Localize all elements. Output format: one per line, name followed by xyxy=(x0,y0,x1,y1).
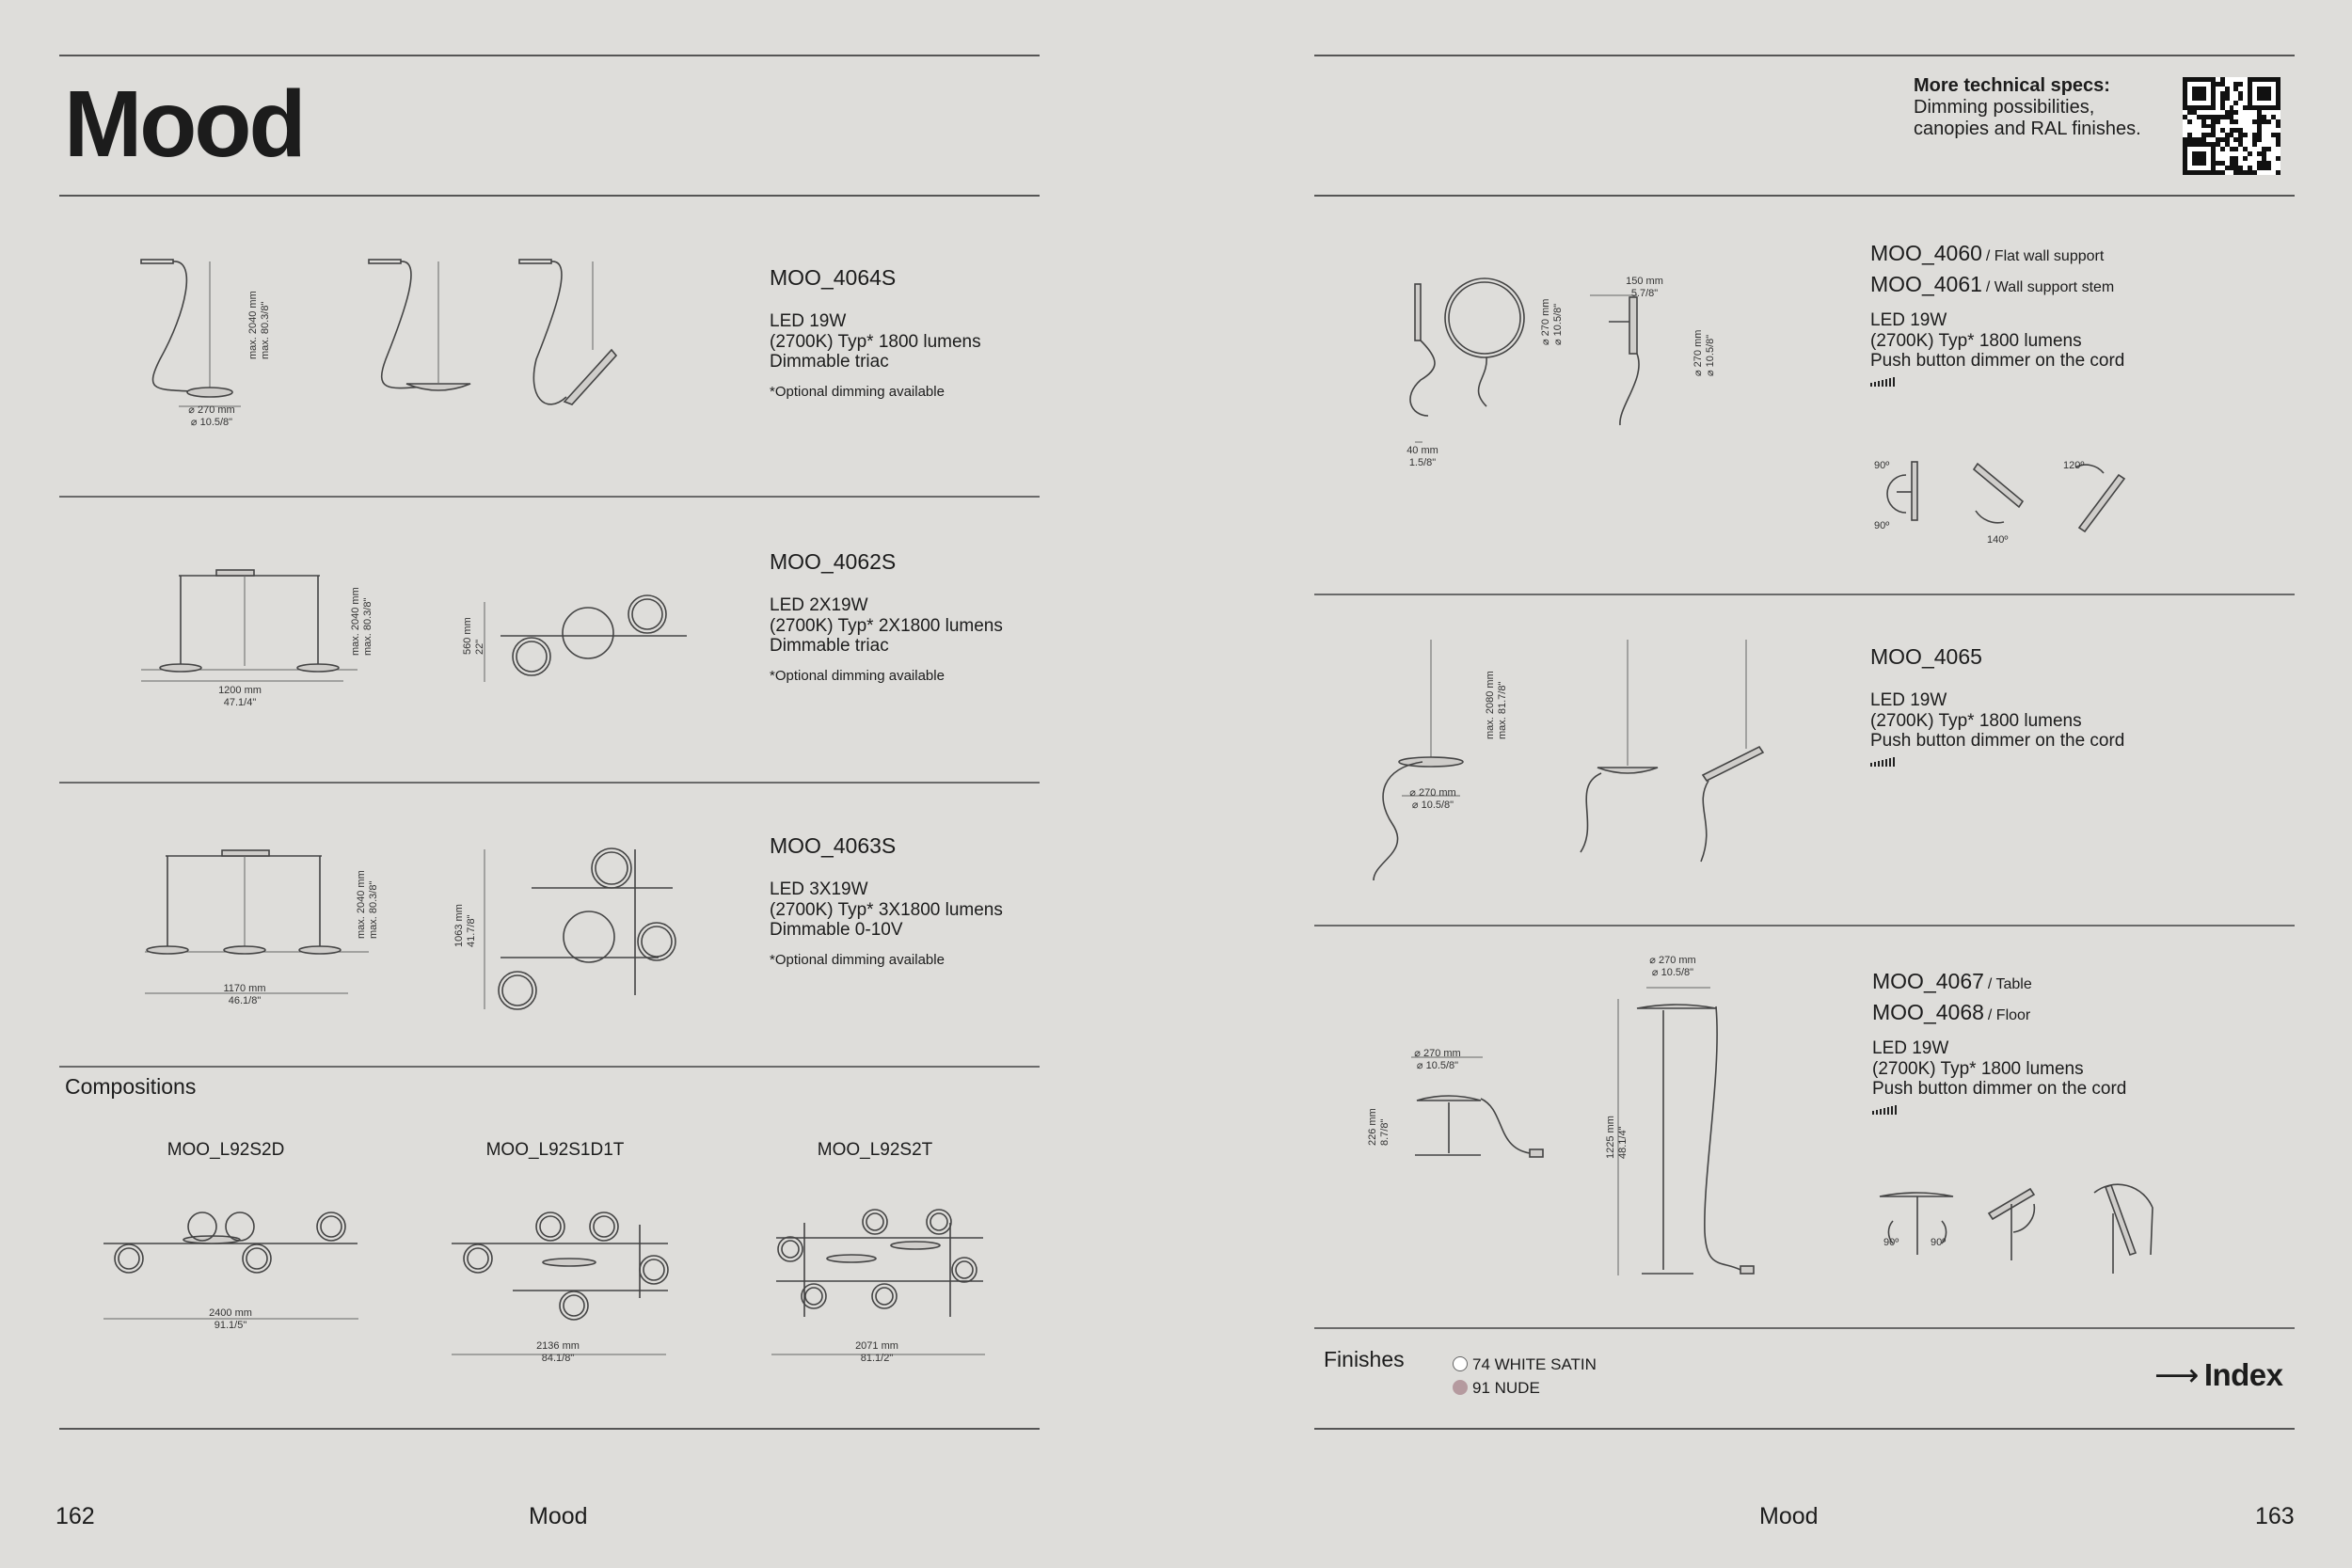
bottom-rule-right xyxy=(1314,1428,2295,1430)
product-note: *Optional dimming available xyxy=(770,951,945,968)
product-note: *Optional dimming available xyxy=(770,667,945,684)
product-spec: LED 3X19W (2700K) Typ* 3X1800 lumens Dimmable 0-10V xyxy=(770,879,1003,940)
drawing-moo-4065 xyxy=(1355,636,1788,899)
rule-title-right xyxy=(1314,195,2295,197)
finishes-label: Finishes xyxy=(1324,1347,1405,1371)
product-code: MOO_4067 / Table xyxy=(1872,969,2032,993)
dim-width-comp-2: 2136 mm 84.1/8" xyxy=(536,1340,580,1364)
product-code: MOO_4060 / Flat wall support xyxy=(1870,241,2105,265)
product-code: MOO_4065 xyxy=(1870,644,1982,669)
composition-code-1: MOO_L92S2D xyxy=(167,1140,285,1160)
dim-width-4063s: 1170 mm 46.1/8" xyxy=(223,983,266,1006)
dimmer-icon xyxy=(1870,377,1895,387)
dim-diam-4068: ⌀ 270 mm ⌀ 10.5/8" xyxy=(1649,955,1696,978)
angle-140: 140º xyxy=(1987,534,2009,546)
index-link[interactable]: ⟶ Index xyxy=(2154,1357,2283,1392)
dim-width-comp-1: 2400 mm 91.1/5" xyxy=(209,1307,252,1331)
dim-diam-4065: ⌀ 270 mm ⌀ 10.5/8" xyxy=(1409,787,1456,811)
drawing-moo-4067 xyxy=(1364,988,1778,1289)
swatch-nude xyxy=(1453,1380,1468,1395)
product-moo-4062s xyxy=(770,549,1003,684)
product-note: *Optional dimming available xyxy=(770,383,945,400)
angle-90-right: 90º xyxy=(1931,1237,1947,1248)
dim-diam-4061: ⌀ 270 mm ⌀ 10.5/8" xyxy=(1692,329,1716,376)
finish-white-satin: 74 WHITE SATIN xyxy=(1453,1353,1597,1376)
dim-diam-4060: ⌀ 270 mm ⌀ 10.5/8" xyxy=(1540,298,1564,345)
rule-3-right xyxy=(1314,1327,2295,1329)
product-spec: LED 19W (2700K) Typ* 1800 lumens Push button dimmer on the cord xyxy=(1870,310,2125,371)
dim-height-4063s: max. 2040 mm max. 80.3/8" xyxy=(356,870,379,939)
rule-title-left xyxy=(59,195,1040,197)
dim-width-comp-3: 2071 mm 81.1/2" xyxy=(855,1340,898,1364)
top-rule-right xyxy=(1314,55,2295,56)
product-code-2: MOO_4061 / Wall support stem xyxy=(1870,272,2115,296)
dim-diam-4064s: ⌀ 270 mm ⌀ 10.5/8" xyxy=(188,404,235,428)
dim-height-4067: 226 mm 8.7/8" xyxy=(1367,1108,1391,1146)
dim-depth-4060: 40 mm 1.5/8" xyxy=(1406,445,1438,468)
dim-width-4060: 150 mm 5.7/8" xyxy=(1626,276,1663,299)
angle-90-left: 90º xyxy=(1883,1237,1899,1248)
section-name-right: Mood xyxy=(1759,1503,1819,1529)
dim-height-4064s: max. 2040 mm max. 80.3/8" xyxy=(247,291,271,359)
dim-front-4063s: 1063 mm 41.7/8" xyxy=(453,904,477,947)
composition-code-3: MOO_L92S2T xyxy=(817,1140,933,1160)
top-rule-left xyxy=(59,55,1040,56)
swatch-white xyxy=(1453,1356,1468,1371)
finish-nude: 91 NUDE xyxy=(1453,1376,1597,1400)
dim-width-4062s: 1200 mm 47.1/4" xyxy=(218,685,262,708)
composition-code-2: MOO_L92S1D1T xyxy=(485,1140,625,1160)
dim-height-4065: max. 2080 mm max. 81.7/8" xyxy=(1485,671,1508,739)
arrow-right-icon: ⟶ xyxy=(2154,1357,2199,1392)
drawing-moo-4062s xyxy=(132,564,696,696)
page-number-left: 162 xyxy=(56,1503,95,1529)
page-number-right: 163 xyxy=(2255,1503,2295,1529)
angle-90-top: 90º xyxy=(1874,460,1890,471)
product-spec: LED 19W (2700K) Typ* 1800 lumens Push button dimmer on the cord xyxy=(1872,1038,2127,1099)
product-code-2: MOO_4068 / Floor xyxy=(1872,1000,2031,1024)
more-specs-title: More technical specs: xyxy=(1914,75,2110,96)
rule-1-right xyxy=(1314,594,2295,595)
rule-1-left xyxy=(59,496,1040,498)
angle-90-bottom: 90º xyxy=(1874,520,1890,531)
product-code: MOO_4062S xyxy=(770,549,897,574)
drawing-rotation-4060 xyxy=(1872,456,2136,541)
product-moo-4064s xyxy=(770,265,981,400)
product-moo-4067 xyxy=(1872,969,2126,1119)
product-moo-4060 xyxy=(1870,241,2124,391)
rule-3-left xyxy=(59,1066,1040,1068)
product-spec: LED 19W (2700K) Typ* 1800 lumens Push button dimmer on the cord xyxy=(1870,690,2125,751)
dim-front-4062s: 560 mm 22" xyxy=(462,617,485,655)
product-code: MOO_4063S xyxy=(770,833,897,858)
drawing-rotation-4067 xyxy=(1872,1176,2164,1279)
angle-120: 120º xyxy=(2063,460,2085,471)
bottom-rule-left xyxy=(59,1428,1040,1430)
section-name-left: Mood xyxy=(529,1503,588,1529)
product-spec: LED 2X19W (2700K) Typ* 2X1800 lumens Dimmable triac xyxy=(770,595,1003,656)
dimmer-icon xyxy=(1872,1105,1897,1115)
finishes-list xyxy=(1453,1353,1597,1400)
qr-code[interactable] xyxy=(2183,77,2280,175)
dim-height-4062s: max. 2040 mm max. 80.3/8" xyxy=(350,587,373,656)
product-spec: LED 19W (2700K) Typ* 1800 lumens Dimmable triac xyxy=(770,311,981,372)
rule-2-left xyxy=(59,782,1040,784)
product-moo-4065 xyxy=(1870,644,2124,771)
dimmer-icon xyxy=(1870,757,1895,767)
compositions-heading: Compositions xyxy=(65,1074,197,1099)
dim-height-4068: 1225 mm 48.1/4" xyxy=(1605,1116,1629,1159)
dim-diam-4067: ⌀ 270 mm ⌀ 10.5/8" xyxy=(1414,1048,1461,1071)
product-moo-4063s xyxy=(770,833,1003,968)
page-title: Mood xyxy=(64,71,304,177)
product-code: MOO_4064S xyxy=(770,265,897,290)
more-specs: More technical specs: Dimming possibilities, canopies and RAL finishes. xyxy=(1914,75,2141,139)
rule-2-right xyxy=(1314,925,2295,927)
